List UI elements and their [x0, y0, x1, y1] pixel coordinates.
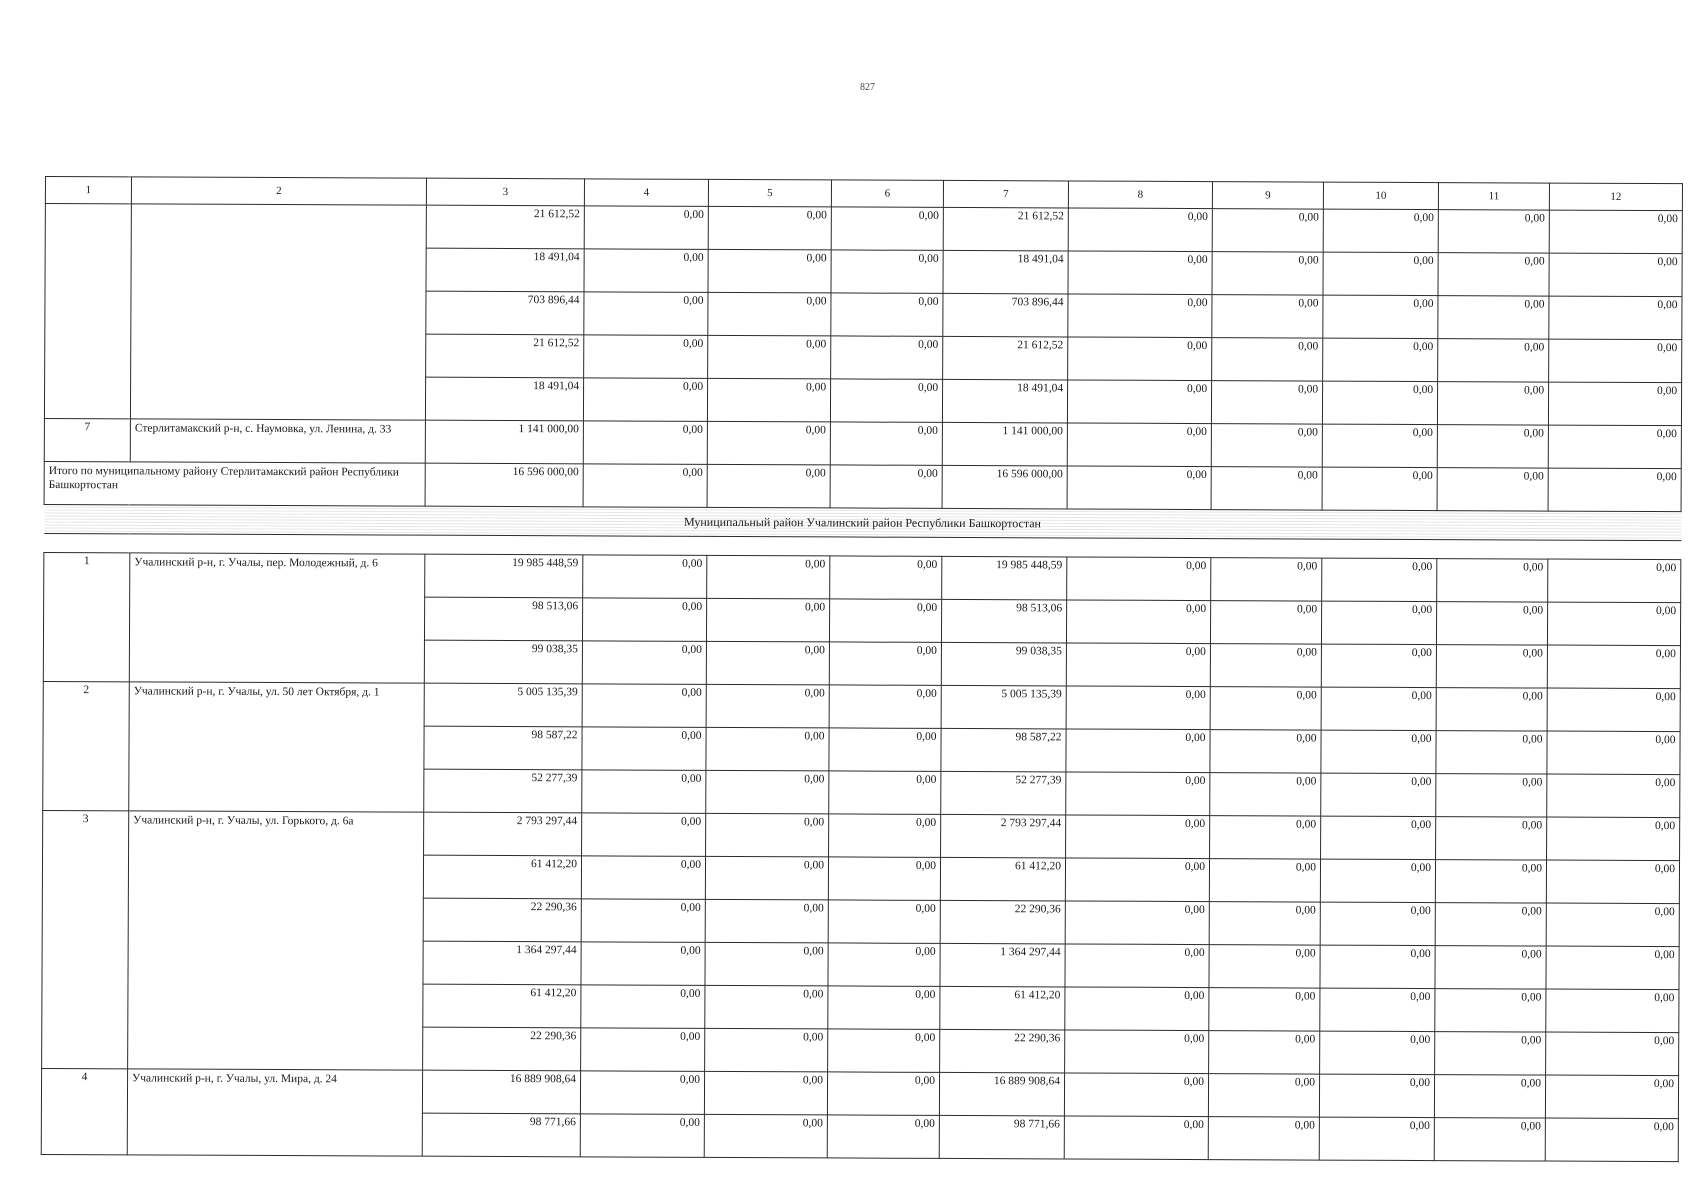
- value-cell-col-9: 0,00: [1212, 338, 1323, 381]
- value-cell-col-9: 0,00: [1210, 816, 1321, 859]
- value-cell-col-8: 0,00: [1065, 987, 1209, 1031]
- column-header: 11: [1438, 183, 1549, 210]
- column-header: 3: [426, 178, 584, 206]
- value-cell-col-5: 0,00: [704, 1114, 827, 1158]
- value-cell-col-11: 0,00: [1435, 903, 1546, 946]
- value-cell-col-10: 0,00: [1321, 773, 1436, 817]
- value-cell-col-11: 0,00: [1436, 688, 1547, 731]
- value-cell-col-7: 5 005 135,39: [941, 685, 1066, 729]
- value-cell-col-7: 22 290,36: [940, 900, 1065, 944]
- value-cell-col-6: 0,00: [831, 336, 943, 379]
- value-cell-col-9: 0,00: [1210, 773, 1321, 816]
- value-cell-col-3: 2 793 297,44: [424, 812, 582, 856]
- value-cell-col-8: 0,00: [1065, 1030, 1209, 1074]
- value-cell-col-3: 22 290,36: [423, 1027, 581, 1071]
- value-cell-col-12: 0,00: [1548, 559, 1681, 603]
- value-cell-col-3: 16 596 000,00: [425, 463, 583, 507]
- value-cell-col-7: 18 491,04: [942, 379, 1067, 423]
- value-cell-col-11: 0,00: [1437, 382, 1548, 425]
- value-cell-col-5: 0,00: [707, 378, 830, 422]
- value-cell-col-9: 0,00: [1209, 945, 1320, 988]
- value-cell-col-10: 0,00: [1323, 252, 1438, 296]
- value-cell-col-9: 0,00: [1212, 209, 1323, 252]
- item-number: 1: [43, 552, 130, 681]
- value-cell-col-5: 0,00: [704, 1071, 827, 1115]
- document-sheet: [41, 176, 1682, 1162]
- value-cell-col-8: 0,00: [1067, 557, 1211, 601]
- data-table: [41, 176, 1683, 1162]
- value-cell-col-9: 0,00: [1211, 558, 1322, 601]
- value-cell-col-3: 98 513,06: [424, 597, 582, 641]
- table-row: [41, 1068, 1678, 1118]
- item-address: Учалинский р-н, г. Учалы, ул. 50 лет Октября, д. 1: [129, 682, 425, 812]
- value-cell-col-12: 0,00: [1547, 688, 1680, 732]
- column-header: 2: [131, 177, 426, 205]
- value-cell-col-9: 0,00: [1209, 1031, 1320, 1074]
- value-cell-col-3: 21 612,52: [426, 334, 584, 378]
- value-cell-col-9: 0,00: [1208, 1074, 1319, 1117]
- value-cell-col-4: 0,00: [584, 206, 708, 250]
- value-cell-col-11: 0,00: [1437, 559, 1548, 602]
- value-cell-col-12: 0,00: [1549, 339, 1682, 383]
- value-cell-col-11: 0,00: [1436, 602, 1547, 645]
- value-cell-col-3: 18 491,04: [426, 248, 584, 292]
- value-cell-col-10: 0,00: [1321, 730, 1436, 774]
- value-cell-col-7: 52 277,39: [941, 771, 1066, 815]
- value-cell-col-9: 0,00: [1209, 988, 1320, 1031]
- value-cell-col-7: 18 491,04: [943, 250, 1068, 294]
- value-cell-col-3: 98 587,22: [424, 726, 582, 770]
- value-cell-col-9: 0,00: [1208, 1117, 1319, 1160]
- column-header: 5: [708, 179, 831, 207]
- column-header: 7: [943, 180, 1068, 208]
- value-cell-col-7: 61 412,20: [940, 986, 1065, 1030]
- value-cell-col-5: 0,00: [708, 249, 831, 293]
- table-row: [43, 681, 1680, 731]
- value-cell-col-9: 0,00: [1209, 859, 1320, 902]
- value-cell-col-6: 0,00: [829, 814, 941, 857]
- value-cell-col-12: 0,00: [1546, 860, 1679, 904]
- value-cell-col-5: 0,00: [705, 1028, 828, 1072]
- value-cell-col-7: 21 612,52: [943, 207, 1068, 251]
- value-cell-col-11: 0,00: [1437, 468, 1548, 511]
- value-cell-col-7: 19 985 448,59: [942, 556, 1067, 600]
- value-cell-col-10: 0,00: [1321, 644, 1436, 688]
- value-cell-col-3: 18 491,04: [425, 377, 583, 421]
- value-cell-col-10: 0,00: [1320, 902, 1435, 946]
- value-cell-col-4: 0,00: [580, 1071, 704, 1115]
- value-cell-col-4: 0,00: [583, 555, 707, 599]
- value-cell-col-6: 0,00: [831, 293, 943, 336]
- value-cell-col-3: 21 612,52: [426, 205, 584, 249]
- value-cell-col-8: 0,00: [1066, 643, 1210, 687]
- value-cell-col-5: 0,00: [708, 206, 831, 250]
- value-cell-col-9: 0,00: [1210, 601, 1321, 644]
- value-cell-col-7: 2 793 297,44: [941, 814, 1066, 858]
- value-cell-col-12: 0,00: [1546, 989, 1679, 1033]
- value-cell-col-8: 0,00: [1064, 1116, 1208, 1160]
- value-cell-col-3: 16 889 908,64: [422, 1070, 580, 1114]
- value-cell-col-12: 0,00: [1547, 731, 1680, 775]
- value-cell-col-4: 0,00: [582, 770, 706, 814]
- value-cell-col-4: 0,00: [583, 378, 707, 422]
- value-cell-col-4: 0,00: [582, 684, 706, 728]
- value-cell-col-12: 0,00: [1545, 1075, 1678, 1119]
- value-cell-col-4: 0,00: [584, 335, 708, 379]
- value-cell-col-7: 98 513,06: [941, 599, 1066, 643]
- item-address: Стерлитамакский р-н, с. Наумовка, ул. Ленина, д. 33: [130, 419, 425, 463]
- value-cell-col-8: 0,00: [1066, 686, 1210, 730]
- value-cell-col-8: 0,00: [1066, 600, 1210, 644]
- item-address: [130, 204, 426, 420]
- section-title: Муниципальный район Учалинский район Республики Башкортостан: [44, 504, 1681, 540]
- value-cell-col-3: 99 038,35: [424, 640, 582, 684]
- value-cell-col-11: 0,00: [1435, 1032, 1546, 1075]
- item-number: 7: [44, 418, 130, 461]
- value-cell-col-6: 0,00: [829, 771, 941, 814]
- value-cell-col-10: 0,00: [1322, 467, 1437, 511]
- value-cell-col-5: 0,00: [706, 684, 829, 728]
- value-cell-col-4: 0,00: [581, 1028, 705, 1072]
- item-number: 4: [41, 1068, 127, 1154]
- value-cell-col-7: 99 038,35: [941, 642, 1066, 686]
- value-cell-col-11: 0,00: [1436, 774, 1547, 817]
- value-cell-col-7: 22 290,36: [940, 1029, 1065, 1073]
- column-header: 6: [831, 180, 943, 207]
- column-header: 9: [1212, 182, 1323, 209]
- value-cell-col-6: 0,00: [828, 900, 940, 943]
- column-header: 10: [1323, 182, 1438, 210]
- value-cell-col-6: 0,00: [831, 207, 943, 250]
- value-cell-col-11: 0,00: [1434, 1075, 1545, 1118]
- value-cell-col-7: 98 771,66: [939, 1115, 1064, 1159]
- value-cell-col-5: 0,00: [706, 598, 829, 642]
- value-cell-col-4: 0,00: [581, 899, 705, 943]
- value-cell-col-10: 0,00: [1323, 209, 1438, 253]
- table-row: [45, 204, 1682, 254]
- value-cell-col-3: 22 290,36: [423, 898, 581, 942]
- value-cell-col-6: 0,00: [830, 422, 942, 465]
- value-cell-col-3: 61 412,20: [423, 855, 581, 899]
- value-cell-col-12: 0,00: [1547, 774, 1680, 818]
- value-cell-col-11: 0,00: [1434, 1118, 1545, 1161]
- table-row: [44, 552, 1681, 602]
- value-cell-col-7: 16 889 908,64: [939, 1072, 1064, 1116]
- item-address: Учалинский р-н, г. Учалы, пер. Молодежный, д. 6: [129, 553, 425, 683]
- value-cell-col-8: 0,00: [1068, 251, 1212, 295]
- value-cell-col-5: 0,00: [707, 555, 830, 599]
- value-cell-col-4: 0,00: [583, 421, 707, 465]
- column-header: 1: [45, 177, 131, 204]
- page-number: 827: [860, 82, 875, 93]
- value-cell-col-4: 0,00: [582, 813, 706, 857]
- value-cell-col-7: 16 596 000,00: [942, 465, 1067, 509]
- value-cell-col-10: 0,00: [1322, 558, 1437, 602]
- column-header: 12: [1549, 183, 1682, 211]
- value-cell-col-6: 0,00: [827, 1115, 939, 1158]
- item-address: Учалинский р-н, г. Учалы, ул. Горького, д. 6а: [128, 811, 424, 1070]
- value-cell-col-12: 0,00: [1546, 946, 1679, 990]
- value-cell-col-4: 0,00: [580, 1114, 704, 1158]
- value-cell-col-12: 0,00: [1548, 382, 1681, 426]
- value-cell-col-11: 0,00: [1437, 425, 1548, 468]
- value-cell-col-8: 0,00: [1065, 944, 1209, 988]
- value-cell-col-3: 61 412,20: [423, 984, 581, 1028]
- value-cell-col-12: 0,00: [1545, 1118, 1678, 1162]
- value-cell-col-7: 703 896,44: [943, 293, 1068, 337]
- value-cell-col-3: 1 364 297,44: [423, 941, 581, 985]
- value-cell-col-6: 0,00: [827, 1072, 939, 1115]
- value-cell-col-6: 0,00: [830, 465, 942, 508]
- column-header: 8: [1068, 181, 1212, 209]
- value-cell-col-7: 21 612,52: [943, 336, 1068, 380]
- value-cell-col-9: 0,00: [1212, 295, 1323, 338]
- value-cell-col-8: 0,00: [1066, 772, 1210, 816]
- value-cell-col-12: 0,00: [1549, 210, 1682, 254]
- value-cell-col-8: 0,00: [1065, 858, 1209, 902]
- value-cell-col-10: 0,00: [1320, 859, 1435, 903]
- value-cell-col-5: 0,00: [708, 292, 831, 336]
- value-cell-col-5: 0,00: [705, 899, 828, 943]
- table-row: [43, 810, 1680, 860]
- value-cell-col-7: 61 412,20: [940, 857, 1065, 901]
- column-header: 4: [584, 179, 708, 207]
- value-cell-col-4: 0,00: [584, 292, 708, 336]
- value-cell-col-11: 0,00: [1435, 989, 1546, 1032]
- value-cell-col-6: 0,00: [829, 685, 941, 728]
- value-cell-col-10: 0,00: [1321, 816, 1436, 860]
- value-cell-col-6: 0,00: [828, 857, 940, 900]
- value-cell-col-10: 0,00: [1323, 338, 1438, 382]
- value-cell-col-11: 0,00: [1435, 860, 1546, 903]
- value-cell-col-6: 0,00: [829, 642, 941, 685]
- value-cell-col-10: 0,00: [1320, 988, 1435, 1032]
- value-cell-col-8: 0,00: [1066, 729, 1210, 773]
- value-cell-col-9: 0,00: [1212, 252, 1323, 295]
- value-cell-col-10: 0,00: [1319, 1074, 1434, 1118]
- value-cell-col-3: 703 896,44: [426, 291, 584, 335]
- value-cell-col-5: 0,00: [707, 421, 830, 465]
- value-cell-col-3: 1 141 000,00: [425, 420, 583, 464]
- value-cell-col-6: 0,00: [831, 250, 943, 293]
- value-cell-col-8: 0,00: [1068, 294, 1212, 338]
- value-cell-col-11: 0,00: [1438, 296, 1549, 339]
- value-cell-col-11: 0,00: [1438, 339, 1549, 382]
- value-cell-col-4: 0,00: [584, 249, 708, 293]
- value-cell-col-4: 0,00: [581, 942, 705, 986]
- value-cell-col-12: 0,00: [1549, 253, 1682, 297]
- value-cell-col-9: 0,00: [1211, 381, 1322, 424]
- value-cell-col-11: 0,00: [1435, 946, 1546, 989]
- value-cell-col-8: 0,00: [1068, 208, 1212, 252]
- value-cell-col-5: 0,00: [706, 813, 829, 857]
- value-cell-col-4: 0,00: [581, 985, 705, 1029]
- value-cell-col-11: 0,00: [1436, 817, 1547, 860]
- value-cell-col-7: 1 141 000,00: [942, 422, 1067, 466]
- value-cell-col-5: 0,00: [705, 942, 828, 986]
- value-cell-col-9: 0,00: [1211, 467, 1322, 510]
- value-cell-col-6: 0,00: [830, 379, 942, 422]
- value-cell-col-9: 0,00: [1210, 687, 1321, 730]
- value-cell-col-3: 98 771,66: [422, 1113, 580, 1157]
- value-cell-col-6: 0,00: [829, 728, 941, 771]
- value-cell-col-10: 0,00: [1320, 1031, 1435, 1075]
- value-cell-col-5: 0,00: [706, 770, 829, 814]
- value-cell-col-7: 98 587,22: [941, 728, 1066, 772]
- value-cell-col-8: 0,00: [1067, 466, 1211, 510]
- value-cell-col-4: 0,00: [582, 598, 706, 642]
- value-cell-col-10: 0,00: [1322, 424, 1437, 468]
- value-cell-col-3: 19 985 448,59: [425, 554, 583, 598]
- value-cell-col-4: 0,00: [581, 856, 705, 900]
- value-cell-col-10: 0,00: [1321, 601, 1436, 645]
- value-cell-col-10: 0,00: [1319, 1117, 1434, 1161]
- value-cell-col-6: 0,00: [829, 599, 941, 642]
- value-cell-col-5: 0,00: [705, 985, 828, 1029]
- value-cell-col-11: 0,00: [1438, 210, 1549, 253]
- value-cell-col-3: 52 277,39: [424, 769, 582, 813]
- total-label: Итого по муниципальному району Стерлитамакский район Республики Башкортостан: [44, 461, 425, 506]
- value-cell-col-5: 0,00: [707, 464, 830, 508]
- value-cell-col-10: 0,00: [1323, 295, 1438, 339]
- value-cell-col-8: 0,00: [1067, 423, 1211, 467]
- value-cell-col-6: 0,00: [828, 943, 940, 986]
- value-cell-col-12: 0,00: [1549, 296, 1682, 340]
- value-cell-col-8: 0,00: [1067, 380, 1211, 424]
- value-cell-col-10: 0,00: [1322, 381, 1437, 425]
- value-cell-col-5: 0,00: [706, 727, 829, 771]
- value-cell-col-6: 0,00: [828, 986, 940, 1029]
- value-cell-col-3: 5 005 135,39: [424, 683, 582, 727]
- value-cell-col-11: 0,00: [1436, 731, 1547, 774]
- value-cell-col-9: 0,00: [1210, 644, 1321, 687]
- value-cell-col-11: 0,00: [1436, 645, 1547, 688]
- value-cell-col-5: 0,00: [705, 856, 828, 900]
- value-cell-col-12: 0,00: [1548, 425, 1681, 469]
- table-row: [44, 418, 1681, 468]
- value-cell-col-6: 0,00: [830, 556, 942, 599]
- total-row: [44, 461, 1681, 511]
- value-cell-col-6: 0,00: [828, 1029, 940, 1072]
- value-cell-col-10: 0,00: [1321, 687, 1436, 731]
- value-cell-col-8: 0,00: [1068, 337, 1212, 381]
- value-cell-col-8: 0,00: [1066, 815, 1210, 859]
- value-cell-col-9: 0,00: [1210, 730, 1321, 773]
- item-number: 2: [43, 681, 130, 810]
- value-cell-col-10: 0,00: [1320, 945, 1435, 989]
- value-cell-col-8: 0,00: [1065, 901, 1209, 945]
- value-cell-col-12: 0,00: [1546, 903, 1679, 947]
- value-cell-col-5: 0,00: [706, 641, 829, 685]
- value-cell-col-12: 0,00: [1547, 602, 1680, 646]
- value-cell-col-11: 0,00: [1438, 253, 1549, 296]
- value-cell-col-4: 0,00: [582, 727, 706, 771]
- value-cell-col-12: 0,00: [1547, 645, 1680, 689]
- value-cell-col-9: 0,00: [1211, 424, 1322, 467]
- value-cell-col-7: 1 364 297,44: [940, 943, 1065, 987]
- value-cell-col-4: 0,00: [582, 641, 706, 685]
- value-cell-col-12: 0,00: [1546, 1032, 1679, 1076]
- item-number: [44, 204, 131, 419]
- value-cell-col-8: 0,00: [1064, 1073, 1208, 1117]
- value-cell-col-9: 0,00: [1209, 902, 1320, 945]
- value-cell-col-12: 0,00: [1548, 468, 1681, 512]
- item-number: 3: [42, 810, 129, 1068]
- value-cell-col-4: 0,00: [583, 464, 707, 508]
- item-address: Учалинский р-н, г. Учалы, ул. Мира, д. 24: [127, 1069, 422, 1156]
- value-cell-col-5: 0,00: [708, 335, 831, 379]
- value-cell-col-12: 0,00: [1547, 817, 1680, 861]
